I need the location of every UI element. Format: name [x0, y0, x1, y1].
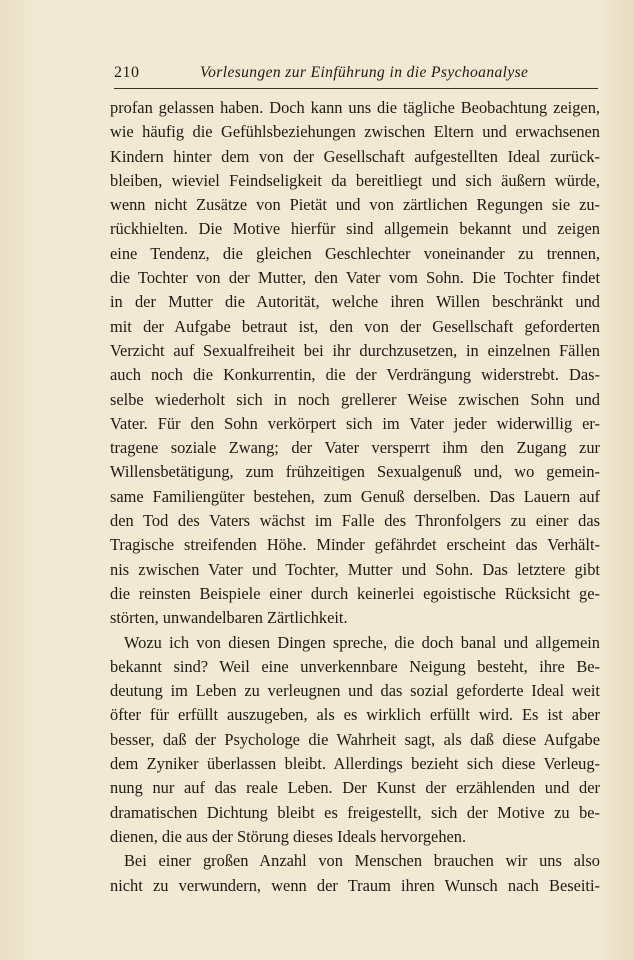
- text-line: rückhielten. Die Motive hierfür sind allgemein bekannt und zeigen: [110, 219, 600, 239]
- text-line: in der Mutter die Autorität, welche ihren Willen beschränkt und: [110, 292, 600, 312]
- text-line: selbe wiederholt sich in noch grellerer Weise zwischen Sohn und: [110, 389, 600, 409]
- text-line: Willensbetätigung, zum frühzeitigen Sexualgenuß und, wo gemein-: [110, 462, 600, 482]
- text-line: besser, daß der Psychologe die Wahrheit sagt, als daß diese Aufgabe: [110, 729, 600, 749]
- text-line: Kindern hinter dem von der Gesellschaft aufgestellten Ideal zurück-: [110, 146, 600, 166]
- text-line: tragene soziale Zwang; der Vater versperrt ihm den Zugang zur: [110, 438, 600, 458]
- text-line: Verzicht auf Sexualfreiheit bei ihr durchzusetzen, in einzelnen Fällen: [110, 340, 600, 360]
- text-line: same Familiengüter bestehen, zum Genuß derselben. Das Lauern auf: [110, 486, 600, 506]
- text-line: profan gelassen haben. Doch kann uns die tägliche Beobachtung zeigen,: [110, 98, 600, 117]
- body-text: [110, 96, 600, 898]
- text-line: nis zwischen Vater und Tochter, Mutter und Sohn. Das letztere gibt: [110, 559, 600, 579]
- paragraph-end-line: dienen, die aus der Störung dieses Ideals hervorgehen.: [110, 826, 467, 846]
- paragraph-end-line: störten, unwandelbaren Zärtlichkeit.: [110, 608, 348, 628]
- text-line: Vater. Für den Sohn verkörpert sich im Vater jeder widerwillig er-: [110, 413, 600, 433]
- text-line: die Tochter von der Mutter, den Vater vom Sohn. Die Tochter findet: [110, 268, 600, 288]
- text-line: bleiben, wieviel Feindseligkeit da bereitliegt und sich äußern würde,: [110, 170, 600, 190]
- text-line: nicht zu verwundern, wenn der Traum ihren Wunsch nach Beseiti-: [110, 875, 600, 895]
- text-line: auch noch die Konkurrentin, die der Verdrängung widerstrebt. Das-: [110, 365, 600, 385]
- text-line: den Tod des Vaters wächst im Falle des Thronfolgers zu einer das: [110, 511, 600, 531]
- paragraph-start-line: Bei einer großen Anzahl von Menschen brauchen wir uns also: [124, 851, 600, 871]
- text-line: eine Tendenz, die gleichen Geschlechter voneinander zu trennen,: [110, 243, 600, 263]
- text-line: die reinsten Beispiele einer durch keinerlei egoistische Rücksicht ge-: [110, 583, 600, 603]
- text-line: bekannt sind? Weil eine unverkennbare Neigung besteht, ihre Be-: [110, 656, 600, 676]
- text-line: wenn nicht Zusätze von Pietät und von zärtlichen Regungen sie zu-: [110, 195, 600, 215]
- page-header: [114, 64, 598, 86]
- text-line: dramatischen Dichtung bleibt es freigestellt, sich der Motive zu be-: [110, 802, 600, 822]
- text-line: dem Zyniker überlassen bleibt. Allerdings bezieht sich diese Verleug-: [110, 754, 600, 774]
- text-line: Tragische streifenden Höhe. Minder gefährdet erscheint das Verhält-: [110, 535, 600, 555]
- text-line: mit der Aufgabe betraut ist, den von der Gesellschaft geforderten: [110, 316, 600, 336]
- text-line: nung nur auf das reale Leben. Der Kunst der erzählenden und der: [110, 778, 600, 798]
- paragraph-start-line: Wozu ich von diesen Dingen spreche, die doch banal und allgemein: [124, 632, 600, 652]
- text-line: öfter für erfüllt auszugeben, als es wirklich erfüllt wird. Es ist aber: [110, 705, 600, 725]
- text-line: wie häufig die Gefühlsbeziehungen zwischen Eltern und erwachsenen: [110, 122, 600, 142]
- text-line: deutung im Leben zu verleugnen und das sozial geforderte Ideal weit: [110, 681, 600, 701]
- page-number: 210: [114, 64, 140, 81]
- running-head: Vorlesungen zur Einführung in die Psychoanalyse: [200, 64, 529, 81]
- header-rule: [114, 88, 598, 89]
